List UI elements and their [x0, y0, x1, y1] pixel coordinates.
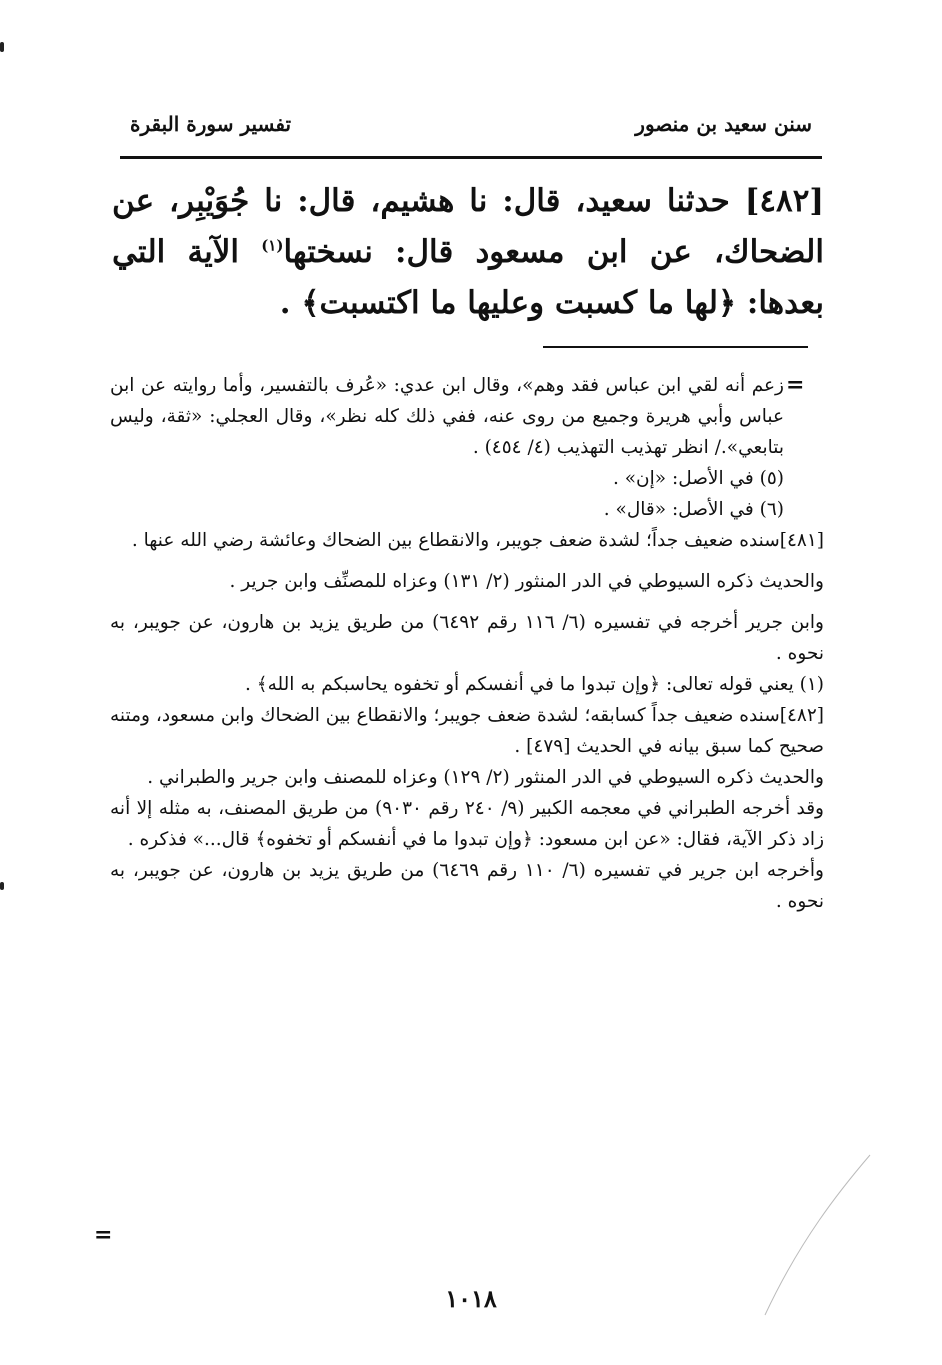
book-title: سنن سعيد بن منصور — [635, 112, 812, 136]
hadith-text-part1: حدثنا سعيد، قال: نا هشيم، قال: نا جُوَيْبِر، عن الضحاك، عن ابن مسعود قال: — [112, 183, 824, 270]
footnote-ref: (١) — [261, 236, 284, 255]
footnote-line: زعم أنه لقي ابن عباس فقد وهم»، وقال ابن عدي: «عُرف بالتفسير، وأما روايته عن ابن عباس وأبي هريرة وجميع من روى عنه، ففي ذلك كله نظر»، وقال العجلي: «ثقة، وليس بتابعي»./ انظر تهذيب التهذيب (٤/ ٤٥٤) . — [110, 375, 784, 458]
footnote-separator — [543, 346, 808, 348]
hadith-number: [٤٨٢] — [744, 183, 825, 219]
section-title: تفسير سورة البقرة — [130, 112, 292, 136]
footnote-line: (١) يعني قوله تعالى: ﴿وإن تبدوا ما في أنفسكم أو تخفوه يحاسبكم به الله﴾ . — [245, 674, 824, 695]
footnote-line: والحديث ذكره السيوطي في الدر المنثور (٢/ ١٣١) وعزاه للمصنِّف وابن جرير . — [229, 571, 824, 592]
footnote-line: وقد أخرجه الطبراني في معجمه الكبير (٩/ ٢٤٠ رقم ٩٠٣٠) من طريق المصنف، به مثله إلا أنه زاد ذكر الآية، فقال: «عن ابن مسعود: ﴿وإن تبدوا ما في أنفسكم أو تخفوه﴾ قال...» فذكره . — [110, 798, 824, 850]
hadith-text — [112, 176, 824, 329]
footnote-line: وأخرجه ابن جرير في تفسيره (٦/ ١١٠ رقم ٦٤٦٩) من طريق يزيد بن هارون، عن جويبر، به نحوه . — [110, 860, 824, 912]
footnote-line: (٥) في الأصل: «إن» . — [612, 468, 784, 489]
footnote-line: [٤٨٢]سنده ضعيف جداً كسابقه؛ لشدة ضعف جويبر؛ والانقطاع بين الضحاك وابن مسعود، ومتنه صحيح كما سبق بيانه في الحديث [٤٧٩] . — [110, 705, 824, 757]
hadith-emphasis: نسختها — [283, 234, 373, 270]
running-header — [120, 112, 820, 146]
continuation-mark: = — [786, 372, 805, 398]
header-rule — [120, 156, 822, 159]
footnote-line: وابن جرير أخرجه في تفسيره (٦/ ١١٦ رقم ٦٤٩٢) من طريق يزيد بن هارون، عن جويبر، به نحوه . — [110, 612, 824, 664]
footnotes — [110, 370, 824, 917]
continued-mark: = — [94, 1222, 113, 1248]
scan-mark — [0, 42, 4, 52]
scan-mark — [0, 882, 4, 890]
page-number: ١٠١٨ — [445, 1284, 497, 1313]
footnote-line: [٤٨١]سنده ضعيف جداً؛ لشدة ضعف جويبر، والانقطاع بين الضحاك وعائشة رضي الله عنها . — [131, 530, 824, 551]
footnote-line: (٦) في الأصل: «قال» . — [603, 499, 784, 520]
hadith-text-part2: الآية التي بعدها: ﴿لها ما كسبت وعليها ما اكتسبت﴾ . — [112, 234, 824, 321]
footnote-line: والحديث ذكره السيوطي في الدر المنثور (٢/ ١٢٩) وعزاه للمصنف وابن جرير والطبراني . — [147, 767, 824, 788]
